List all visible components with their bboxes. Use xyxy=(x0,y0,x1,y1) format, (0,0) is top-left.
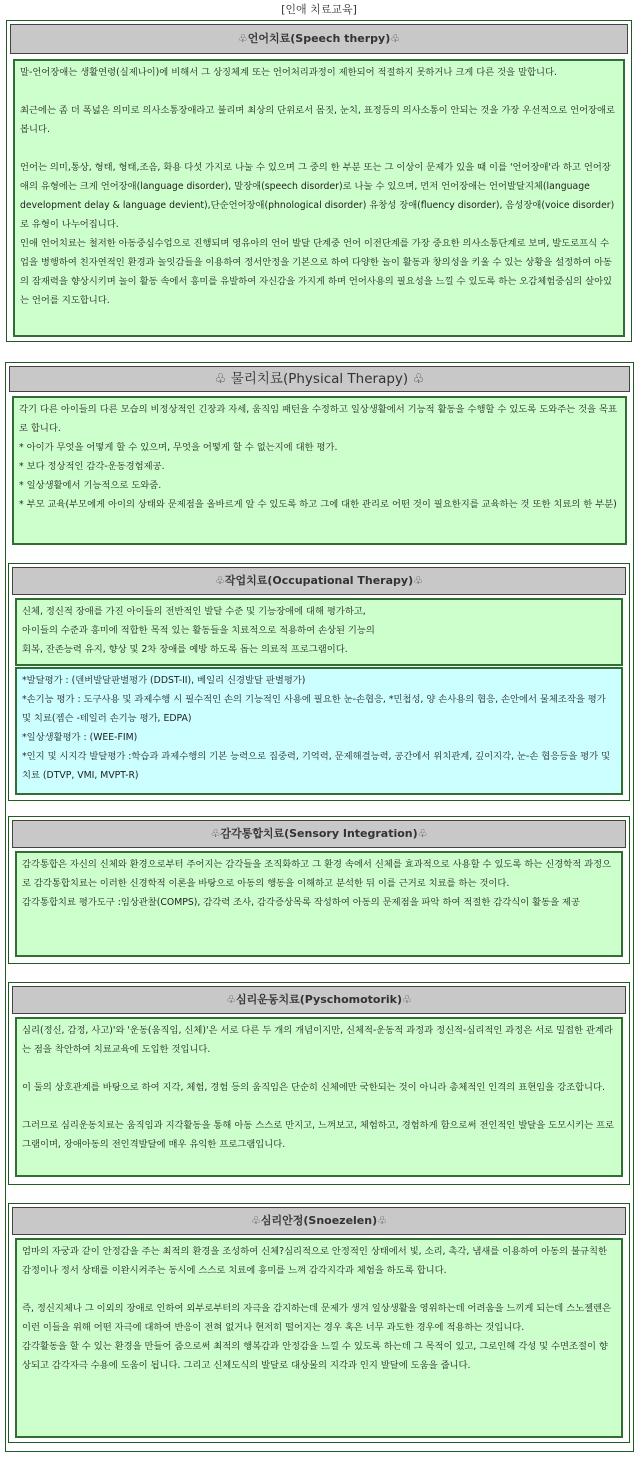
paragraph: 아이들의 수준과 흥미에 적합한 목적 있는 활동들을 치료적으로 적용하여 손상된 기능의 xyxy=(22,625,375,636)
list-item: * 부모 교육(부모에게 아이의 상태와 문제점을 올바르게 알 수 있도록 하고 그에 대한 관리로 어떤 것이 필요한지를 교육하는 것 또한 치료의 한 부분) xyxy=(19,499,617,510)
snoezelen-header xyxy=(12,1207,626,1235)
psychomotor-title: 심리운동치료(Pyschomotorik) xyxy=(235,993,403,1006)
list-item: * 일상생활에서 기능적으로 도와줌. xyxy=(19,480,162,491)
psychomotor-header xyxy=(12,986,626,1014)
psychomotor-section xyxy=(8,982,630,1185)
club-icon: ♧ xyxy=(377,1214,387,1227)
paragraph: 말-언어장애는 생활연령(실제나이)에 비해서 그 상징체계 또는 언어처리과정이 제한되어 적절하지 못하거나 크게 다른 것을 말합니다. xyxy=(20,67,557,78)
occupational-therapy-title: 작업치료(Occupational Therapy) xyxy=(224,574,414,587)
physical-therapy-body xyxy=(12,396,627,545)
physical-therapy-title: 물리치료(Physical Therapy) xyxy=(230,371,409,387)
club-icon: ♧ xyxy=(250,1214,261,1227)
paragraph: 최근에는 좀 더 폭넓은 의미로 의사소통장애라고 불리며 최상의 단위로서 몸짓, 눈치, 표정등의 의사소통이 안되는 것을 가장 우선적으로 언어장애로 봅니다. xyxy=(20,105,615,135)
list-item: *발달평가 : (덴버발달판별평가 (DDST-II), 베일리 신경발달 판별평가) xyxy=(22,675,306,686)
list-item: *인지 및 시지각 발달평가 :학습과 과제수행의 기본 능력으로 집중력, 기억력, 문제해결능력, 공간에서 위치관계, 깊이지각, 눈-손 협응등을 평가 및 치료 (DTVP, VMI, MVPT-R) xyxy=(22,751,611,781)
snoezelen-section xyxy=(8,1203,630,1443)
club-icon: ♧ xyxy=(226,993,236,1006)
paragraph: 감각활동을 할 수 있는 환경을 만들어 줌으로써 최적의 행복감과 안정감을 느낄 수 있도록 하는데 그 목적이 있고, 그로인해 각성 및 수면조절이 향상되고 감각자극 수용에 도움이 됩니다. 그리고 신체도식의 발달로 대상물의 지각과 인지 발달에 도움을 줍니다. xyxy=(22,1341,608,1371)
page-title: [인애 치료교육] xyxy=(281,3,357,16)
speech-therapy-title: 언어치료(Speech therpy) xyxy=(247,32,391,45)
club-icon: ♧ xyxy=(413,574,423,587)
club-icon: ♧ xyxy=(412,371,425,387)
speech-therapy-header xyxy=(10,24,628,54)
paragraph: 감각통합은 자신의 신체와 환경으로부터 주어지는 감각들을 조직화하고 그 환경 속에서 신체를 효과적으로 사용할 수 있도록 하는 신경학적 과정으로 감각통합치료는 이러한 신경학적 이론을 바탕으로 아동의 행동을 이해하고 분석한 뒤 이를 근거로 치료를 하는 것이다. xyxy=(22,859,612,889)
speech-therapy-body xyxy=(13,59,625,337)
sensory-integration-body xyxy=(15,851,623,957)
paragraph: 각기 다른 아이들의 다른 모습의 비정상적인 긴장과 자세, 움직임 패턴을 수정하고 일상생활에서 기능적 활동을 수행할 수 있도록 도와주는 것을 목표로 합니다. xyxy=(19,404,617,434)
sensory-integration-section xyxy=(8,816,630,964)
club-icon: ♧ xyxy=(215,574,225,587)
list-item: * 아이가 무엇을 어떻게 할 수 있으며, 무엇을 어떻게 할 수 없는지에 대한 평가. xyxy=(19,442,338,453)
paragraph: 그러므로 심리운동치료는 움직임과 지각활동을 통해 아동 스스로 만지고, 느껴보고, 체험하고, 경험하게 함으로써 전인적인 발달을 도모시키는 프로그램이며, 장애아동의 전인격발달에 매우 유익한 프로그램입니다. xyxy=(22,1120,615,1150)
list-item: * 보다 정상적인 감각-운동경험제공. xyxy=(19,461,165,472)
paragraph: 즉, 정신지체나 그 이외의 장애로 인하여 외부로부터의 자극을 감지하는데 문제가 생겨 일상생활을 영위하는데 어려움을 느끼게 되는데 스노젤렌은 이런 이들을 위해 어떤 자극에 대하여 반응이 전혀 없거나 현저히 떨어지는 경우 혹은 너무 과도한 경우에 적용하는 것입니다. xyxy=(22,1303,612,1333)
paragraph: 언어는 의미,통상, 형태, 형태,조음, 화용 다섯 가지로 나눌 수 있으며 그 중의 한 부분 또는 그 이상이 문제가 있을 때 이를 '언어장애'라 하고 언어장애의 유형에는 크게 언어장애(language disorder), 말장애(speech disorder)로 나눌 수 있으며, 먼저 언어장애는 언어발달지체(language development delay & language devient),단순언어장애(phnological disorder) 유창성 장애(fluency disorder), 음성장애(voice disorder)로 유형이 나누어집니다. xyxy=(20,162,615,230)
paragraph: 신체, 정신적 장애를 가진 아이들의 전반적인 발달 수준 및 기능장애에 대해 평가하고, xyxy=(22,606,366,617)
snoezelen-body xyxy=(15,1238,623,1438)
club-icon: ♧ xyxy=(214,371,227,387)
physical-therapy-header xyxy=(9,366,630,392)
snoezelen-title: 심리안정(Snoezelen) xyxy=(260,1214,378,1227)
occupational-therapy-header xyxy=(12,567,626,595)
paragraph: 심리(정신, 감정, 사고)'와 '운동(움직임, 신체)'은 서로 다른 두 개의 개념이지만, 신체적-운동적 과정과 정신적-심리적인 과정은 서로 밀접한 관계라는 점을 착안하여 치료교육에 도입한 것입니다. xyxy=(22,1025,613,1055)
club-icon: ♧ xyxy=(390,32,401,45)
psychomotor-body xyxy=(15,1017,623,1177)
club-icon: ♧ xyxy=(237,32,248,45)
occupational-therapy-section xyxy=(8,563,630,801)
club-icon: ♧ xyxy=(402,993,412,1006)
paragraph: 감각통합치료 평가도구 :임상관찰(COMPS), 감각력 조사, 감각증상목록 작성하여 아동의 문제점을 파악 하여 적절한 감각식이 활동을 제공 xyxy=(22,897,581,908)
paragraph: 회복, 잔존능력 유지, 향상 및 2차 장애를 예방 하도록 돕는 의료적 프로그램이다. xyxy=(22,644,348,655)
paragraph: 엄마의 자궁과 같이 안정감을 주는 최적의 환경을 조성하여 신체?심리적으로 안정적인 상태에서 빛, 소리, 촉각, 냄새를 이용하여 아동의 불규칙한 감정이나 정서 상태를 이완시켜주는 동시에 스스로 치료에 흥미를 느껴 감각지각과 체험을 하도록 합니다. xyxy=(22,1246,607,1276)
occupational-therapy-intro xyxy=(15,598,623,666)
club-icon: ♧ xyxy=(210,827,221,840)
occupational-therapy-evaluations xyxy=(15,667,623,795)
paragraph: 이 둘의 상호관계를 바탕으로 하여 지각, 체험, 경험 등의 움직임은 단순히 신체에만 국한되는 것이 아니라 총체적인 인격의 표현임을 강조합니다. xyxy=(22,1082,605,1093)
paragraph: 인애 언어치료는 철저한 아동중심수업으로 진행되며 영유아의 언어 발달 단계중 언어 이전단계를 가장 중요한 의사소통단계로 보며, 발도로프식 수업을 병행하여 친자연적인 환경과 놀잇감들을 이용하여 정서안정을 기본으로 하여 다양한 놀이 활동과 창의성을 키울 수 있는 상황을 설정하여 아동의 잠재력을 향상시키며 놀이 활동 속에서 흥미를 유발하여 자신감을 가지게 하며 언어사용의 필요성을 느낄 수 있도록 하는 오감체험중심의 살아있는 언어를 지도합니다. xyxy=(20,238,613,306)
sensory-integration-title: 감각통합치료(Sensory Integration) xyxy=(220,827,418,840)
club-icon: ♧ xyxy=(417,827,428,840)
speech-therapy-section xyxy=(6,20,632,342)
list-item: *손기능 평가 : 도구사용 및 과제수행 시 필수적인 손의 기능적인 사용에 필요한 눈-손협응, *민첩성, 양 손사용의 협응, 손안에서 물체조작을 평가 및 치료(젭슨 -테일러 손기능 평가, EDPA) xyxy=(22,694,606,724)
list-item: *일상생활평가 : (WEE-FIM) xyxy=(22,732,138,743)
sensory-integration-header xyxy=(12,820,626,848)
